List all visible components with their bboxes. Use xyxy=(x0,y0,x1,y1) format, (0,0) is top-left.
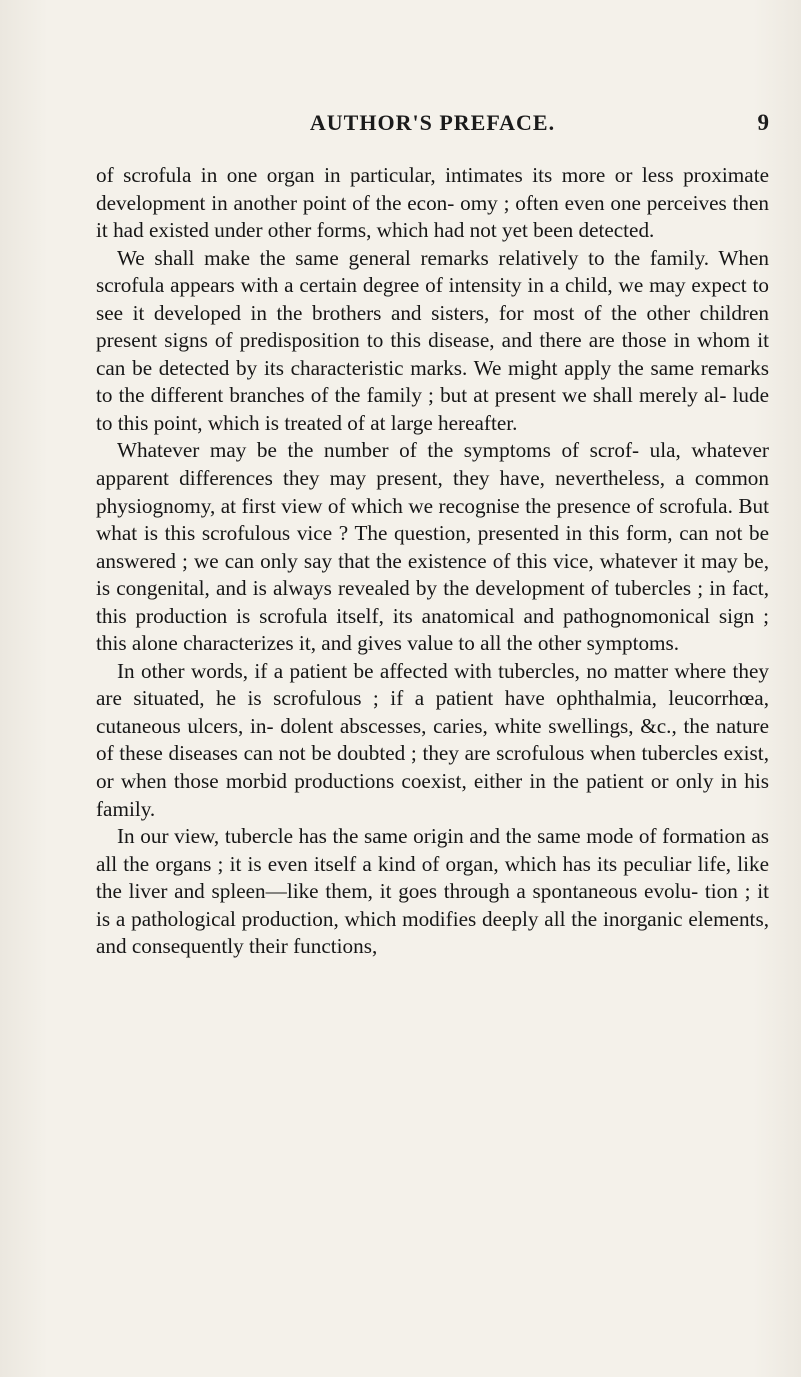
paragraph-tubercles: In other words, if a patient be affected with tubercles, no matter where they are situated, he is scrofulous ; if a patient have ophthalmia, leucorrhœa, cutaneous ulcers, in- dolent abscesses, caries, white swellings, &c., the nature of these diseases can not be doubted ; they are scrofulous when tubercles exist, or when those morbid productions coexist, either in the patient or only in his family. xyxy=(96,658,769,821)
page-header xyxy=(96,110,769,140)
body-text xyxy=(96,162,769,961)
paragraph-continued: of scrofula in one organ in particular, intimates its more or less proximate development in another point of the econ- omy ; often even one perceives then it had existed under other forms, which had not yet been detected. xyxy=(96,163,769,243)
running-title: AUTHOR'S PREFACE. xyxy=(309,110,556,135)
paragraph-symptoms: Whatever may be the number of the symptoms of scrof- ula, whatever apparent differences they may present, they have, nevertheless, a common physiognomy, at first view of which we recognise the presence of scrofula. But what is this scrofulous vice ? The question, presented in this form, can not be answered ; we can only say that the existence of this vice, whatever it may be, is congenital, and is always revealed by the development of tubercles ; in fact, this production is scrofula itself, its anatomical and pathognomonical sign ; this alone characterizes it, and gives value to all the other symptoms. xyxy=(96,438,769,656)
paragraph-tubercle-origin: In our view, tubercle has the same origin and the same mode of formation as all the organs ; it is even itself a kind of organ, which has its peculiar life, like the liver and spleen—like them, it goes through a spontaneous evolu- tion ; it is a pathological production, which modifies deeply all the inorganic elements, and consequently their functions, xyxy=(96,824,769,959)
paragraph-family: We shall make the same general remarks relatively to the family. When scrofula appears with a certain degree of intensity in a child, we may expect to see it developed in the brothers and sisters, for most of the other children present signs of predisposition to this disease, and there are those in whom it can be detected by its characteristic marks. We might apply the same remarks to the different branches of the family ; but at present we shall merely al- lude to this point, which is treated of at large hereafter. xyxy=(96,245,769,435)
page-number: 9 xyxy=(757,110,769,135)
